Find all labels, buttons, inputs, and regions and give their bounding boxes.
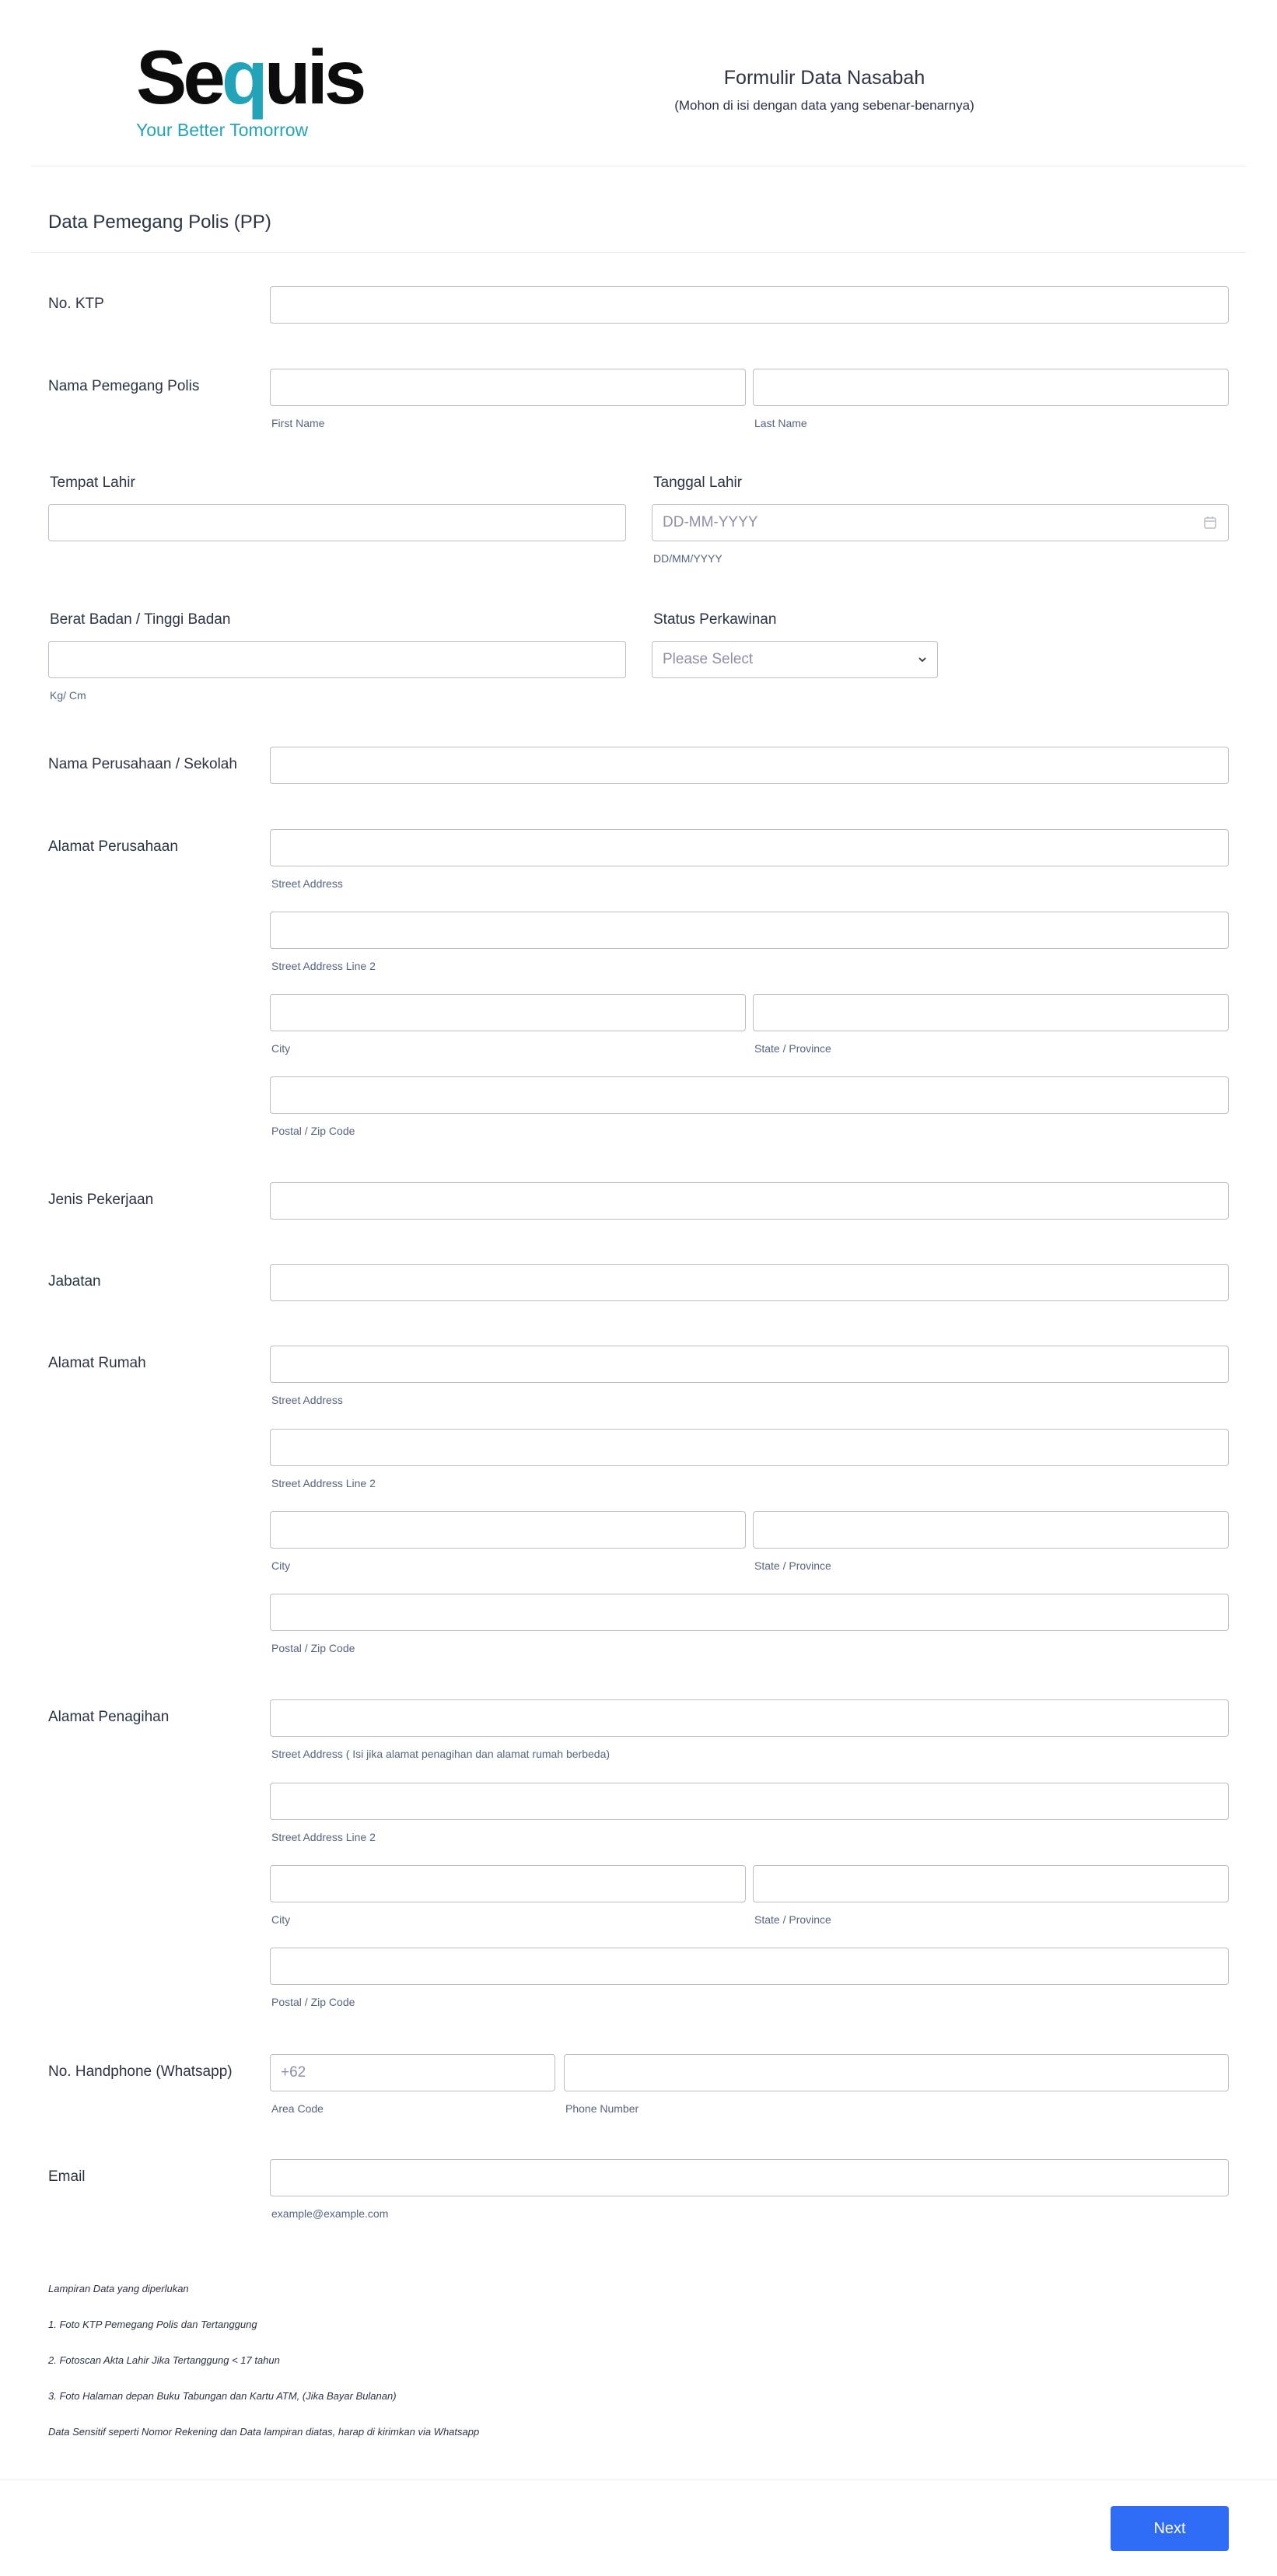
area-code-sublabel: Area Code — [271, 2102, 324, 2115]
notes-heading: Lampiran Data yang diperlukan — [48, 2283, 189, 2294]
handphone-label: No. Handphone (Whatsapp) — [48, 2063, 233, 2080]
area-code-placeholder: +62 — [281, 2064, 306, 2081]
alamat-perusahaan-zip-input[interactable] — [270, 1076, 1229, 1114]
street-sublabel: Street Address ( Isi jika alamat penagihan dan alamat rumah berbeda) — [271, 1748, 611, 1760]
first-name-sublabel: First Name — [271, 417, 325, 429]
berat-input[interactable] — [48, 641, 626, 678]
sequis-logo — [105, 34, 363, 148]
tempat-lahir-input[interactable] — [48, 504, 626, 541]
logo-wordmark: Sequis — [136, 34, 363, 120]
jabatan-input[interactable] — [270, 1264, 1229, 1301]
last-name-input[interactable] — [753, 369, 1229, 406]
zip-sublabel: Postal / Zip Code — [271, 1996, 355, 2008]
jenis-pekerjaan-label: Jenis Pekerjaan — [48, 1192, 154, 1208]
alamat-penagihan-street2-input[interactable] — [270, 1783, 1229, 1820]
email-input[interactable] — [270, 2159, 1229, 2196]
zip-sublabel: Postal / Zip Code — [271, 1642, 355, 1654]
chevron-down-icon — [917, 654, 928, 665]
status-placeholder: Please Select — [663, 651, 754, 667]
alamat-perusahaan-street-input[interactable] — [270, 829, 1229, 866]
alamat-penagihan-label: Alamat Penagihan — [48, 1709, 170, 1725]
perusahaan-label: Nama Perusahaan / Sekolah — [48, 756, 237, 772]
notes-item: 3. Foto Halaman depan Buku Tabungan dan Kartu ATM, (Jika Bayar Bulanan) — [48, 2390, 397, 2402]
calendar-icon[interactable] — [1203, 516, 1217, 530]
street2-sublabel: Street Address Line 2 — [271, 1831, 376, 1843]
city-sublabel: City — [271, 1559, 291, 1572]
email-label: Email — [48, 2168, 86, 2185]
next-button[interactable]: Next — [1111, 2506, 1229, 2551]
street-sublabel: Street Address — [271, 877, 343, 890]
phone-number-sublabel: Phone Number — [565, 2102, 639, 2115]
tanggal-lahir-input[interactable] — [652, 504, 1229, 541]
street-sublabel: Street Address — [271, 1394, 343, 1406]
phone-number-input[interactable] — [564, 2054, 1229, 2091]
alamat-rumah-street-input[interactable] — [270, 1346, 1229, 1383]
alamat-rumah-street2-input[interactable] — [270, 1429, 1229, 1466]
email-sublabel: example@example.com — [271, 2207, 389, 2220]
notes-item: 1. Foto KTP Pemegang Polis dan Tertanggung — [48, 2319, 257, 2330]
alamat-perusahaan-city-input[interactable] — [270, 994, 746, 1031]
alamat-penagihan-state-input[interactable] — [753, 1865, 1229, 1902]
jabatan-label: Jabatan — [48, 1273, 101, 1290]
street2-sublabel: Street Address Line 2 — [271, 960, 376, 972]
state-sublabel: State / Province — [754, 1042, 831, 1055]
alamat-perusahaan-label: Alamat Perusahaan — [48, 838, 178, 855]
alamat-rumah-label: Alamat Rumah — [48, 1355, 146, 1371]
alamat-penagihan-street-input[interactable] — [270, 1699, 1229, 1737]
tempat-lahir-label: Tempat Lahir — [50, 474, 135, 491]
alamat-rumah-city-input[interactable] — [270, 1511, 746, 1549]
form-title: Formulir Data Nasabah — [723, 67, 925, 89]
berat-label: Berat Badan / Tinggi Badan — [50, 611, 231, 628]
status-select[interactable] — [652, 641, 938, 678]
perusahaan-input[interactable] — [270, 747, 1229, 784]
street2-sublabel: Street Address Line 2 — [271, 1477, 376, 1489]
alamat-perusahaan-street2-input[interactable] — [270, 912, 1229, 949]
tanggal-lahir-placeholder: DD-MM-YYYY — [663, 514, 758, 530]
section-title: Data Pemegang Polis (PP) — [48, 212, 271, 233]
tanggal-lahir-sublabel: DD/MM/YYYY — [653, 552, 722, 565]
area-code-input[interactable] — [270, 2054, 555, 2091]
alamat-rumah-zip-input[interactable] — [270, 1594, 1229, 1631]
alamat-penagihan-zip-input[interactable] — [270, 1948, 1229, 1985]
tanggal-lahir-label: Tanggal Lahir — [653, 474, 743, 491]
zip-sublabel: Postal / Zip Code — [271, 1125, 355, 1137]
last-name-sublabel: Last Name — [754, 417, 807, 429]
jenis-pekerjaan-input[interactable] — [270, 1182, 1229, 1220]
first-name-input[interactable] — [270, 369, 746, 406]
form-subtitle: (Mohon di isi dengan data yang sebenar-benarnya) — [674, 98, 974, 113]
city-sublabel: City — [271, 1042, 291, 1055]
state-sublabel: State / Province — [754, 1559, 831, 1572]
notes-warning: Data Sensitif seperti Nomor Rekening dan Data lampiran diatas, harap di kirimkan via Whatsapp — [48, 2426, 480, 2438]
state-sublabel: State / Province — [754, 1913, 831, 1926]
alamat-perusahaan-state-input[interactable] — [753, 994, 1229, 1031]
notes-item: 2. Fotoscan Akta Lahir Jika Tertanggung < 17 tahun — [48, 2354, 280, 2366]
status-label: Status Perkawinan — [653, 611, 777, 628]
ktp-input[interactable] — [270, 286, 1229, 324]
divider — [31, 252, 1246, 253]
alamat-rumah-state-input[interactable] — [753, 1511, 1229, 1549]
logo-tagline: Your Better Tomorrow — [136, 120, 309, 140]
alamat-penagihan-city-input[interactable] — [270, 1865, 746, 1902]
ktp-label: No. KTP — [48, 296, 104, 312]
berat-sublabel: Kg/ Cm — [50, 689, 86, 702]
nama-label: Nama Pemegang Polis — [48, 378, 200, 394]
city-sublabel: City — [271, 1913, 291, 1926]
